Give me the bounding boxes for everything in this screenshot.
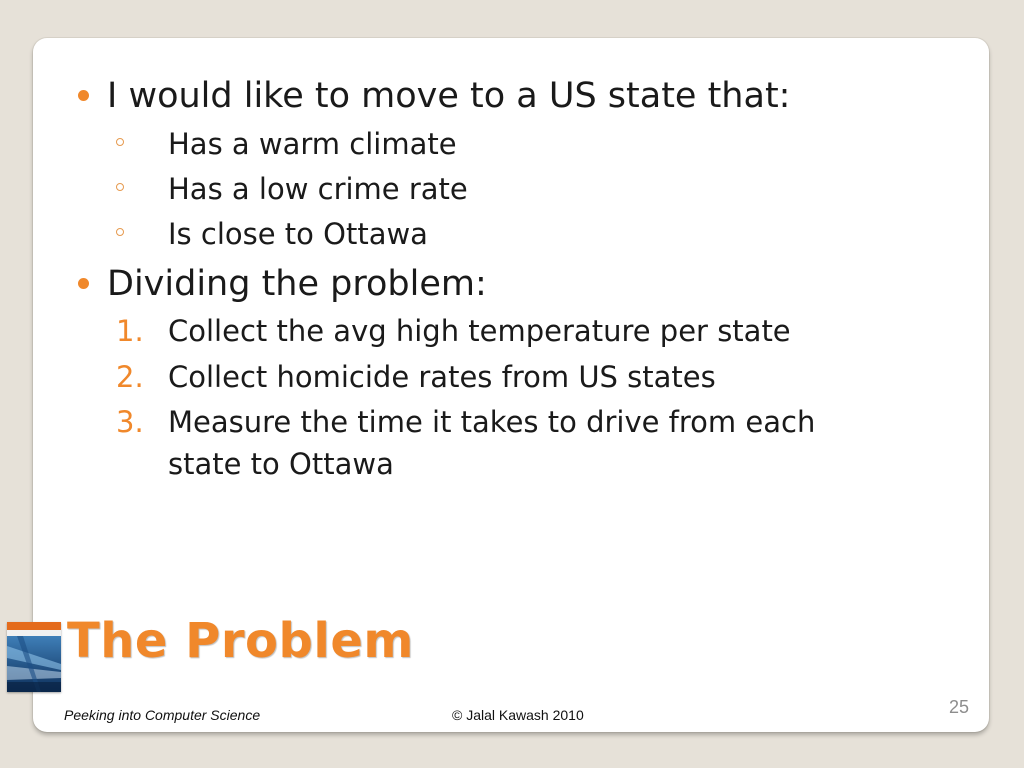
list-number: 3. [116,405,144,439]
numbered-item-text: Collect homicide rates from US states [168,360,716,394]
bullet-text: Dividing the problem: [107,264,487,304]
numbered-item-text: state to Ottawa [168,447,394,481]
list-number: 1. [116,314,144,348]
numbered-item-text: Collect the avg high temperature per state [168,314,791,348]
sub-bullet-text: Is close to Ottawa [168,217,428,251]
bullet-dot-icon [78,278,89,289]
bullet-text: I would like to move to a US state that: [107,76,791,116]
book-cover-thumbnail-icon [7,622,61,692]
list-number: 2. [116,360,144,394]
numbered-item-text: Measure the time it takes to drive from each [168,405,816,439]
circle-bullet-icon [116,138,124,146]
circle-bullet-icon [116,228,124,236]
bullet-dot-icon [78,90,89,101]
sub-bullet-text: Has a low crime rate [168,172,468,206]
footer-book-title: Peeking into Computer Science [64,707,261,723]
circle-bullet-icon [116,183,124,191]
slide-title: The Problem [67,613,414,669]
slide-page-number: 25 [949,697,970,717]
sub-bullet-text: Has a warm climate [168,127,457,161]
footer-copyright: © Jalal Kawash 2010 [452,707,584,723]
